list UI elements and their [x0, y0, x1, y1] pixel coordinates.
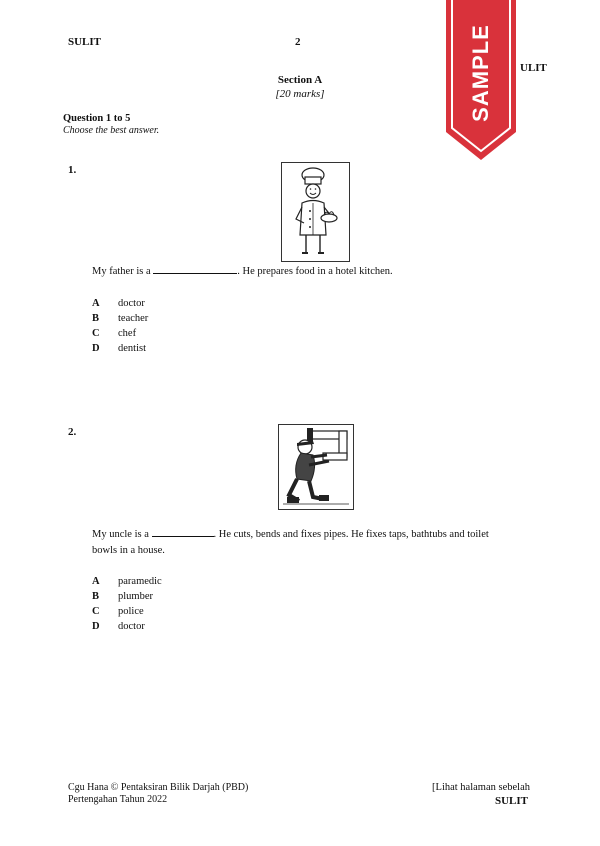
option-letter: B: [92, 313, 100, 324]
sample-watermark-text-wrap: [446, 0, 516, 145]
question-1-option-b[interactable]: [92, 311, 148, 326]
chef-icon: [282, 163, 349, 261]
question-1-option-a[interactable]: [92, 296, 148, 311]
option-letter: C: [92, 328, 100, 339]
option-letter: D: [92, 343, 100, 354]
option-letter: D: [92, 621, 100, 632]
question-1-number: 1.: [68, 164, 77, 176]
question-2-option-b[interactable]: [92, 589, 162, 604]
question-2-option-d[interactable]: [92, 619, 162, 634]
option-letter: B: [92, 591, 100, 602]
instructions-heading: Question 1 to 5: [63, 113, 131, 124]
footer-next-page: [Lihat halaman sebelah: [432, 782, 530, 793]
page-number: 2: [295, 36, 301, 48]
option-label: plumber: [118, 591, 153, 602]
question-2-option-c[interactable]: [92, 604, 162, 619]
plumber-icon: [279, 425, 353, 509]
chef-picture-frame: [281, 162, 350, 262]
footer-copyright: Cgu Hana © Pentaksiran Bilik Darjah (PBD): [68, 782, 249, 793]
question-2-blank: [152, 526, 214, 537]
sample-watermark-text: SAMPLE: [468, 23, 493, 122]
option-letter: A: [92, 298, 100, 309]
option-label: doctor: [118, 621, 145, 632]
question-2-text-before: My uncle is a: [92, 529, 149, 540]
question-1-option-d[interactable]: [92, 341, 148, 356]
header-sulit-left: SULIT: [68, 36, 102, 48]
question-2-text-line2: bowls in a house.: [92, 545, 165, 556]
question-2-options: [92, 574, 162, 634]
footer-sulit: SULIT: [494, 795, 528, 807]
section-title: Section A: [277, 74, 323, 86]
question-1-text: [92, 263, 552, 280]
footer-date: Pertengahan Tahun 2022: [68, 794, 168, 805]
question-2-text: [92, 526, 552, 559]
header-sulit-right: ULIT: [520, 62, 547, 74]
option-label: chef: [118, 328, 137, 339]
option-letter: A: [92, 576, 100, 587]
option-label: teacher: [118, 313, 149, 324]
question-2-number: 2.: [68, 426, 77, 438]
plumber-picture-frame: [278, 424, 354, 510]
question-1-text-before: My father is a: [92, 266, 151, 277]
question-2-option-a[interactable]: [92, 574, 162, 589]
question-1-text-after: . He prepares food in a hotel kitchen.: [237, 266, 393, 277]
option-label: doctor: [118, 298, 145, 309]
section-marks: [20 marks]: [275, 88, 325, 100]
question-1-blank: [153, 263, 237, 274]
question-1-option-c[interactable]: [92, 326, 148, 341]
question-1-options: [92, 296, 148, 356]
option-letter: C: [92, 606, 100, 617]
question-2-text-after: . He cuts, bends and fixes pipes. He fixes taps, bathtubs and toilet: [213, 529, 489, 540]
option-label: paramedic: [118, 576, 162, 587]
instructions-subtext: Choose the best answer.: [63, 125, 160, 136]
option-label: dentist: [118, 343, 146, 354]
option-label: police: [118, 606, 144, 617]
